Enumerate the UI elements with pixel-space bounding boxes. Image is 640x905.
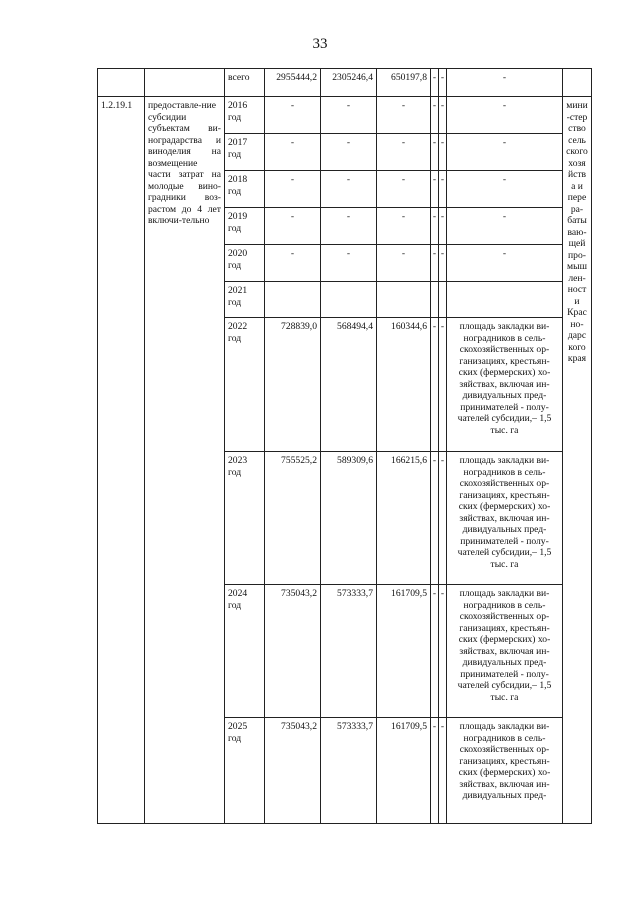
indicator-cell: площадь закладки ви-ноградников в сель-скохозяйственных ор-ганизациях, крестьян-ских (фермерских) хо-зяйствах, включая ин-дивидуальных пред-принимателей - полу-чателей субсидии,– 1,5 тыс. га [447,318,563,452]
measure-number: 1.2.19.1 [98,97,145,824]
federal-cell: - [377,245,431,282]
table-row [98,97,592,134]
regional-cell [321,282,377,318]
year-cell: 2017 год [225,134,265,171]
federal-cell: - [377,97,431,134]
indicator-cell: - [447,171,563,208]
program-table [97,68,592,824]
total-cell: - [265,245,321,282]
indicator-cell [447,282,563,318]
total-cell: 728839,0 [265,318,321,452]
federal-cell: 166215,6 [377,452,431,585]
federal-cell [377,282,431,318]
total-cell: - [265,171,321,208]
executor-cell [563,69,592,97]
regional-cell: - [321,245,377,282]
col-a-cell: - [431,208,439,245]
col-a-cell: - [431,585,439,718]
col-b-cell: - [439,97,447,134]
regional-cell: 573333,7 [321,718,377,824]
year-cell: 2025 год [225,718,265,824]
year-cell: всего [225,69,265,97]
indicator-cell: - [447,208,563,245]
regional-cell: - [321,97,377,134]
col-a-cell [431,282,439,318]
number-cell [98,69,145,97]
total-cell: - [265,134,321,171]
regional-cell: 568494,4 [321,318,377,452]
federal-cell: 161709,5 [377,718,431,824]
col-a-cell: - [431,97,439,134]
col-b-cell: - [439,718,447,824]
indicator-cell: - [447,245,563,282]
indicator-cell: площадь закладки ви-ноградников в сель-скохозяйственных ор-ганизациях, крестьян-ских (фермерских) хо-зяйствах, включая ин-дивидуальных пред- [447,718,563,824]
federal-cell: 160344,6 [377,318,431,452]
total-row [98,69,592,97]
col-a-cell: - [431,134,439,171]
total-cell [265,282,321,318]
col-b-cell: - [439,452,447,585]
indicator-cell: - [447,69,563,97]
col-b-cell: - [439,171,447,208]
regional-cell: 589309,6 [321,452,377,585]
year-cell: 2022 год [225,318,265,452]
col-b-cell: - [439,245,447,282]
indicator-cell: площадь закладки ви-ноградников в сель-скохозяйственных ор-ганизациях, крестьян-ских (фермерских) хо-зяйствах, включая ин-дивидуальных пред-принимателей - полу-чателей субсидии,– 1,5 тыс. га [447,452,563,585]
col-b-cell: - [439,585,447,718]
total-cell: 755525,2 [265,452,321,585]
regional-cell: 573333,7 [321,585,377,718]
federal-cell: 161709,5 [377,585,431,718]
col-a-cell: - [431,171,439,208]
col-a-cell: - [431,245,439,282]
col-b-cell: - [439,69,447,97]
year-cell: 2020 год [225,245,265,282]
measure-name: предоставле-ние субсидии субъектам ви-ноградарства и виноделия на возмещение части затрат на молодые вино-градники воз-растом до 4 лет включи-тельно [145,97,225,824]
year-cell: 2023 год [225,452,265,585]
federal-cell: 650197,8 [377,69,431,97]
col-b-cell: - [439,208,447,245]
year-cell: 2018 год [225,171,265,208]
federal-cell: - [377,208,431,245]
federal-cell: - [377,171,431,208]
total-cell: - [265,208,321,245]
col-b-cell: - [439,318,447,452]
year-cell: 2021 год [225,282,265,318]
regional-cell: - [321,171,377,208]
page-number: 33 [312,36,328,52]
col-a-cell: - [431,452,439,585]
year-cell: 2019 год [225,208,265,245]
year-cell: 2016 год [225,97,265,134]
col-b-cell: - [439,134,447,171]
col-b-cell [439,282,447,318]
indicator-cell: - [447,134,563,171]
federal-cell: - [377,134,431,171]
regional-cell: - [321,134,377,171]
regional-cell: - [321,208,377,245]
name-cell [145,69,225,97]
total-cell: 735043,2 [265,718,321,824]
year-cell: 2024 год [225,585,265,718]
total-cell: 735043,2 [265,585,321,718]
regional-cell: 2305246,4 [321,69,377,97]
col-a-cell: - [431,318,439,452]
total-cell: 2955444,2 [265,69,321,97]
indicator-cell: - [447,97,563,134]
total-cell: - [265,97,321,134]
col-a-cell: - [431,718,439,824]
measure-executor: мини-стерство сельского хозяйства и перера-батываю-щей про-мышлен-ности Красно-дарского края [563,97,592,824]
col-a-cell: - [431,69,439,97]
indicator-cell: площадь закладки ви-ноградников в сель-скохозяйственных ор-ганизациях, крестьян-ских (фермерских) хо-зяйствах, включая ин-дивидуальных пред-принимателей - полу-чателей субсидии,– 1,5 тыс. га [447,585,563,718]
